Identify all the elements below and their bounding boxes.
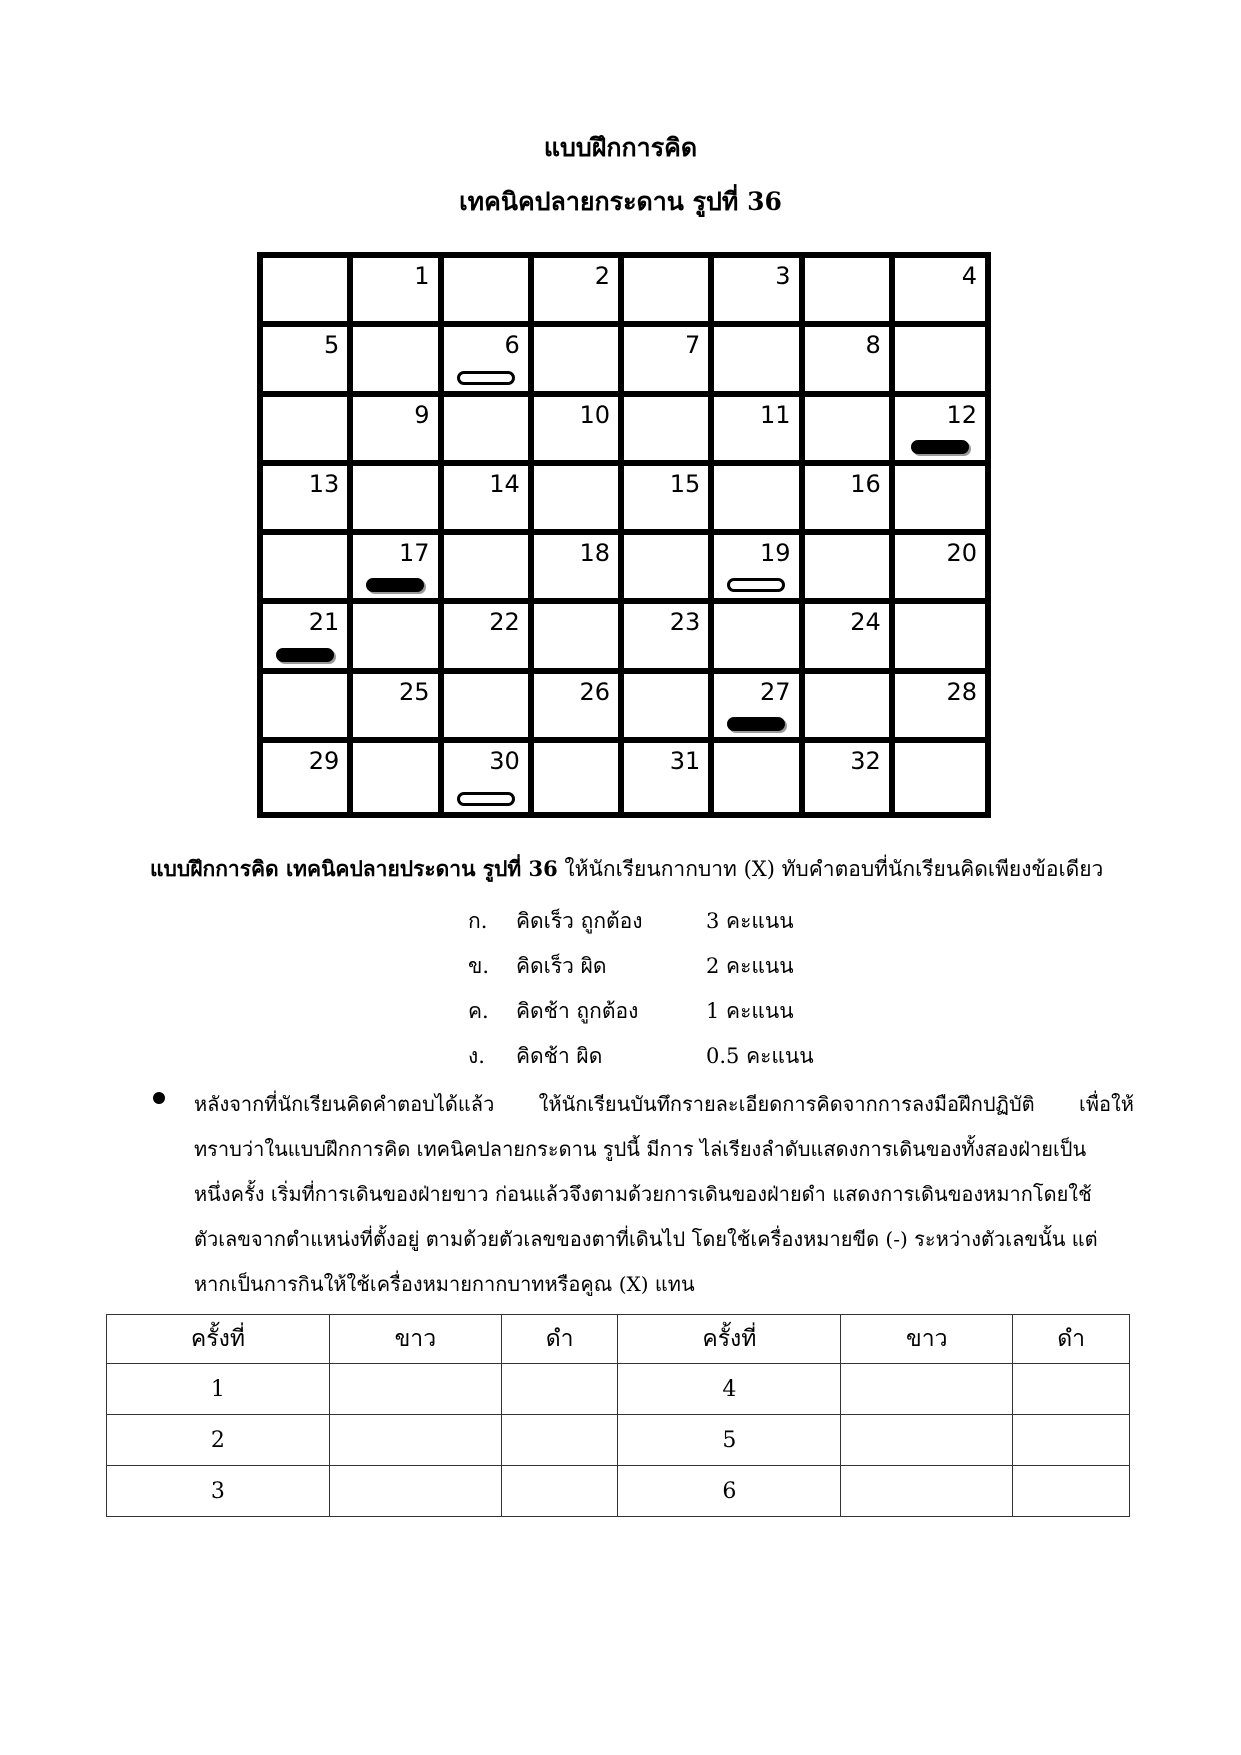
header-white: ขาว	[329, 1315, 501, 1364]
board-square[interactable]	[714, 258, 804, 327]
board-square[interactable]	[534, 327, 624, 396]
square-number: 2	[594, 262, 610, 290]
board-square[interactable]	[624, 535, 714, 604]
paragraph-line: หลังจากที่นักเรียนคิดคำตอบได้แล้ว ให้นักเรียนบันทึกรายละเอียดการคิดจากการลงมือฝึกปฏิบัติ เพื่อให้	[194, 1092, 1134, 1116]
table-row	[107, 1364, 1130, 1415]
black-piece-icon[interactable]	[911, 440, 969, 454]
square-number: 27	[759, 677, 791, 706]
board-square[interactable]	[534, 535, 624, 604]
board-square[interactable]	[895, 535, 985, 604]
score-desc: คิดเร็ว ถูกต้อง	[516, 909, 643, 933]
turn-number: 4	[618, 1364, 841, 1415]
square-number: 4	[961, 262, 977, 290]
board-square[interactable]	[444, 743, 534, 812]
header-black: ดำ	[501, 1315, 618, 1364]
score-letter: ง.	[468, 1044, 485, 1068]
square-number: 22	[489, 608, 520, 637]
board-square[interactable]	[263, 466, 353, 535]
turn-number: 5	[618, 1415, 841, 1466]
board-square[interactable]	[263, 535, 353, 604]
white-move-cell[interactable]	[841, 1466, 1013, 1517]
square-number: 9	[414, 400, 430, 429]
board-square[interactable]	[624, 466, 714, 535]
square-number: 7	[684, 331, 701, 360]
board-square[interactable]	[805, 397, 895, 466]
score-options	[468, 905, 826, 1085]
board-square[interactable]	[714, 327, 804, 396]
square-number: 24	[850, 608, 881, 637]
board-square[interactable]	[714, 535, 804, 604]
board-square[interactable]	[444, 466, 534, 535]
score-desc: คิดช้า ถูกต้อง	[516, 999, 639, 1023]
instruction-bold: แบบฝึกการคิด เทคนิคปลายประดาน รูปที่ 36	[150, 856, 558, 881]
square-number: 17	[398, 539, 430, 567]
score-letter: ก.	[468, 909, 488, 933]
paragraph-line: หนึ่งครั้ง เริ่มที่การเดินของฝ่ายขาว ก่อนแล้วจึงตามด้วยการเดินของฝ่ายดำ แสดงการเดินของหมากโดยใช้	[194, 1182, 1092, 1206]
square-number: 25	[398, 677, 430, 706]
score-points: 3 คะแนน	[706, 909, 794, 933]
black-piece-icon[interactable]	[276, 648, 334, 662]
board-square[interactable]	[805, 743, 895, 812]
turn-number: 6	[618, 1466, 841, 1517]
board-square[interactable]	[444, 535, 534, 604]
board-square[interactable]	[714, 397, 804, 466]
table-row	[107, 1415, 1130, 1466]
board-square[interactable]	[444, 327, 534, 396]
board-square[interactable]	[805, 535, 895, 604]
black-piece-icon[interactable]	[727, 717, 785, 731]
board-square[interactable]	[263, 327, 353, 396]
board-square[interactable]	[714, 674, 804, 743]
white-move-cell[interactable]	[841, 1415, 1013, 1466]
header-turn: ครั้งที่	[107, 1315, 330, 1364]
board-square[interactable]	[534, 743, 624, 812]
square-number: 32	[850, 746, 881, 775]
square-number: 28	[946, 677, 977, 706]
score-desc: คิดช้า ผิด	[516, 1044, 603, 1068]
score-option[interactable]	[468, 905, 826, 950]
board-square[interactable]	[353, 327, 443, 396]
square-number: 23	[669, 608, 701, 637]
page-title: แบบฝึกการคิด	[543, 133, 698, 162]
board-square[interactable]	[444, 258, 534, 327]
black-move-cell[interactable]	[1013, 1364, 1130, 1415]
instruction-text	[150, 853, 1103, 886]
board-square[interactable]	[263, 674, 353, 743]
board-square[interactable]	[805, 258, 895, 327]
black-move-cell[interactable]	[501, 1466, 618, 1517]
score-points: 2 คะแนน	[706, 954, 794, 978]
white-move-cell[interactable]	[329, 1466, 501, 1517]
white-move-cell[interactable]	[329, 1364, 501, 1415]
square-number: 14	[489, 469, 520, 498]
board-square[interactable]	[624, 397, 714, 466]
board-square[interactable]	[534, 604, 624, 673]
board-square[interactable]	[805, 674, 895, 743]
square-number: 20	[946, 539, 977, 567]
paragraph-line: ทราบว่าในแบบฝึกการคิด เทคนิคปลายกระดาน รูปนี้ มีการ ไล่เรียงลำดับแสดงการเดินของทั้งสองฝ่ายเป็น	[194, 1137, 1087, 1161]
instruction-paragraph	[194, 1082, 1134, 1307]
board-square[interactable]	[895, 674, 985, 743]
score-letter: ค.	[468, 999, 489, 1023]
square-number: 6	[504, 331, 520, 360]
white-piece-icon[interactable]	[457, 792, 515, 806]
square-number: 15	[669, 469, 701, 498]
white-piece-icon[interactable]	[727, 578, 785, 592]
board-square[interactable]	[263, 743, 353, 812]
white-piece-icon[interactable]	[457, 371, 515, 385]
board-square[interactable]	[714, 466, 804, 535]
black-move-cell[interactable]	[1013, 1415, 1130, 1466]
header-white: ขาว	[841, 1315, 1013, 1364]
score-desc: คิดเร็ว ผิด	[516, 954, 607, 978]
paragraph-line: หากเป็นการกินให้ใช้เครื่องหมายกากบาทหรือคูณ (X) แทน	[194, 1272, 695, 1296]
table-header-row	[107, 1315, 1130, 1364]
board-square[interactable]	[895, 258, 985, 327]
turn-number: 1	[107, 1364, 330, 1415]
board-square[interactable]	[353, 743, 443, 812]
instruction-rest: ให้นักเรียนกากบาท (X) ทับคำตอบที่นักเรียนคิดเพียงข้อเดียว	[557, 857, 1104, 881]
board-square[interactable]	[895, 397, 985, 466]
checkers-board	[257, 252, 991, 818]
paragraph-line: ตัวเลขจากตำแหน่งที่ตั้งอยู่ ตามด้วยตัวเลขของตาที่เดินไป โดยใช้เครื่องหมายขีด (-) ระหว่างตัวเลขนั้น แต่	[194, 1227, 1098, 1251]
board-square[interactable]	[805, 327, 895, 396]
turn-number: 2	[107, 1415, 330, 1466]
board-square[interactable]	[263, 397, 353, 466]
board-square[interactable]	[263, 604, 353, 673]
board-square[interactable]	[534, 674, 624, 743]
black-move-cell[interactable]	[501, 1364, 618, 1415]
board-square[interactable]	[624, 743, 714, 812]
bullet-icon	[153, 1092, 165, 1104]
board-square[interactable]	[353, 466, 443, 535]
board-square[interactable]	[805, 466, 895, 535]
board-square[interactable]	[534, 397, 624, 466]
score-points: 1 คะแนน	[706, 999, 794, 1023]
black-move-cell[interactable]	[1013, 1466, 1130, 1517]
square-number: 29	[308, 746, 340, 775]
white-move-cell[interactable]	[841, 1364, 1013, 1415]
square-number: 11	[759, 400, 791, 429]
square-number: 1	[414, 262, 430, 290]
square-number: 26	[579, 677, 610, 706]
square-number: 8	[865, 331, 881, 360]
header-black: ดำ	[1013, 1315, 1130, 1364]
board-square[interactable]	[444, 674, 534, 743]
board-square[interactable]	[353, 674, 443, 743]
white-move-cell[interactable]	[329, 1415, 501, 1466]
board-square[interactable]	[353, 258, 443, 327]
board-square[interactable]	[714, 743, 804, 812]
board-square[interactable]	[895, 327, 985, 396]
square-number: 5	[323, 331, 340, 360]
board-square[interactable]	[263, 258, 353, 327]
score-points: 0.5 คะแนน	[706, 1044, 814, 1068]
board-square[interactable]	[805, 604, 895, 673]
board-square[interactable]	[534, 258, 624, 327]
board-square[interactable]	[624, 604, 714, 673]
square-number: 3	[775, 262, 791, 290]
square-number: 19	[759, 539, 791, 567]
square-number: 13	[308, 469, 340, 498]
table-row	[107, 1466, 1130, 1517]
board-square[interactable]	[895, 604, 985, 673]
board-square[interactable]	[444, 604, 534, 673]
square-number: 31	[669, 746, 701, 775]
board-square[interactable]	[624, 327, 714, 396]
black-piece-icon[interactable]	[366, 578, 424, 592]
turn-number: 3	[107, 1466, 330, 1517]
board-square[interactable]	[895, 466, 985, 535]
board-square[interactable]	[444, 397, 534, 466]
square-number: 16	[850, 469, 881, 498]
board-square[interactable]	[624, 674, 714, 743]
board-square[interactable]	[714, 604, 804, 673]
board-square[interactable]	[353, 535, 443, 604]
board-square[interactable]	[353, 397, 443, 466]
square-number: 30	[489, 746, 520, 775]
header-turn: ครั้งที่	[618, 1315, 841, 1364]
move-record-table	[106, 1314, 1130, 1517]
square-number: 21	[308, 608, 340, 637]
board-square[interactable]	[534, 466, 624, 535]
black-move-cell[interactable]	[501, 1415, 618, 1466]
board-square[interactable]	[895, 743, 985, 812]
score-letter: ข.	[468, 954, 490, 978]
board-square[interactable]	[624, 258, 714, 327]
score-option[interactable]	[468, 950, 826, 995]
score-option[interactable]	[468, 1040, 826, 1085]
square-number: 12	[946, 400, 977, 429]
score-option[interactable]	[468, 995, 826, 1040]
square-number: 10	[579, 400, 610, 429]
page-subtitle: เทคนิคปลายกระดาน รูปที่ 36	[459, 187, 782, 216]
board-square[interactable]	[353, 604, 443, 673]
square-number: 18	[579, 539, 610, 567]
